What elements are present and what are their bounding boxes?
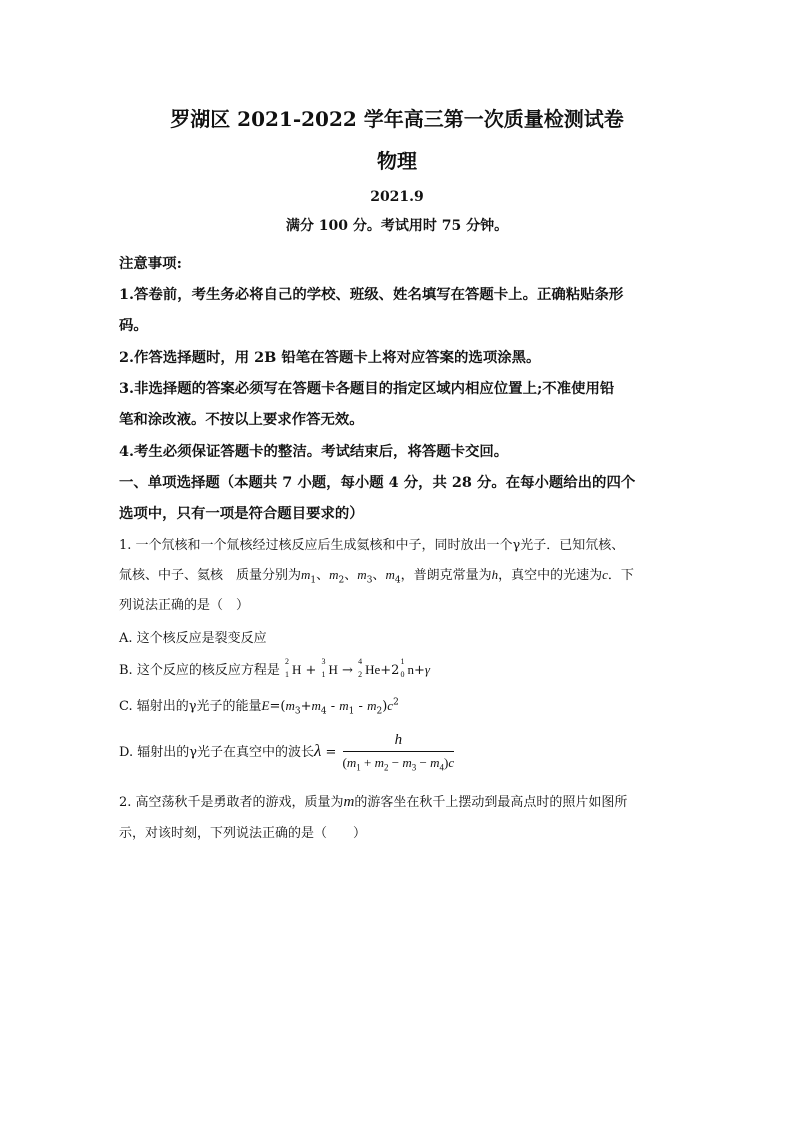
q1-option-a: A. 这个核反应是裂变反应: [119, 631, 267, 646]
exam-date: 2021.9: [370, 189, 424, 205]
q2-stem-line-1: 2. 高空荡秋千是勇敢者的游戏，质量为m的游客坐在秋千上摆动到最高点时的照片如图所: [119, 794, 628, 810]
notice-item-2: 2.作答选择题时，用 2B 铅笔在答题卡上将对应答案的选项涂黑。: [119, 349, 541, 366]
notice-item-4: 4.考生必须保证答题卡的整洁。考试结束后，将答题卡交回。: [119, 443, 509, 460]
q1-option-b: B. 这个反应的核反应方程是 2 1 H + 3 1 H → 4 2 He+2 1 0 n+γ: [119, 657, 430, 679]
q1-stem-line-3: 列说法正确的是（ ）: [119, 598, 250, 613]
q1-stem-line-1: 1. 一个氘核和一个氚核经过核反应后生成氦核和中子，同时放出一个γ光子．已知氘核、: [119, 538, 625, 553]
section-heading-line-2: 选项中，只有一项是符合题目要求的）: [119, 505, 364, 522]
notice-item-3-cont: 笔和涂改液。不按以上要求作答无效。: [119, 411, 364, 428]
q2-stem-line-2: 示，对该时刻，下列说法正确的是（ ）: [119, 826, 367, 841]
subject-title: 物理: [377, 149, 417, 173]
q1-option-c: C. 辐射出的γ光子的能量$E=(m_3+m_4 - m_1 - m_2)c^2$: [119, 697, 399, 717]
q1-option-d: D. 辐射出的γ光子在真空中的波长λ = $\frac{h}{(m_1 + m_2 - m_3 - m_4)c}$: [119, 732, 455, 773]
section-heading-line-1: 一、单项选择题（本题共 7 小题，每小题 4 分，共 28 分。在每小题给出的四个: [119, 474, 636, 491]
exam-title: 罗湖区 2021-2022 学年高三第一次质量检测试卷: [170, 107, 624, 131]
notice-item-3: 3.非选择题的答案必须写在答题卡各题目的指定区域内相应位置上;不准使用铅: [119, 380, 615, 397]
score-note: 满分 100 分。考试用时 75 分钟。: [285, 218, 509, 234]
notice-heading: 注意事项:: [119, 255, 182, 272]
notice-item-1-cont: 码。: [119, 317, 148, 334]
notice-item-1: 1.答卷前，考生务必将自己的学校、班级、姓名填写在答题卡上。正确粘贴条形: [119, 286, 624, 303]
wavelength-fraction: $\frac{h}{(m_1 + m_2 - m_3 - m_4)c}$: [342, 732, 455, 773]
q1-stem-line-2: 氚核、中子、氦核 质量分别为$m_1$、$m_2$、$m_3$、$m_4$，普朗克常量为h，真空中的光速为c．下: [119, 567, 634, 586]
